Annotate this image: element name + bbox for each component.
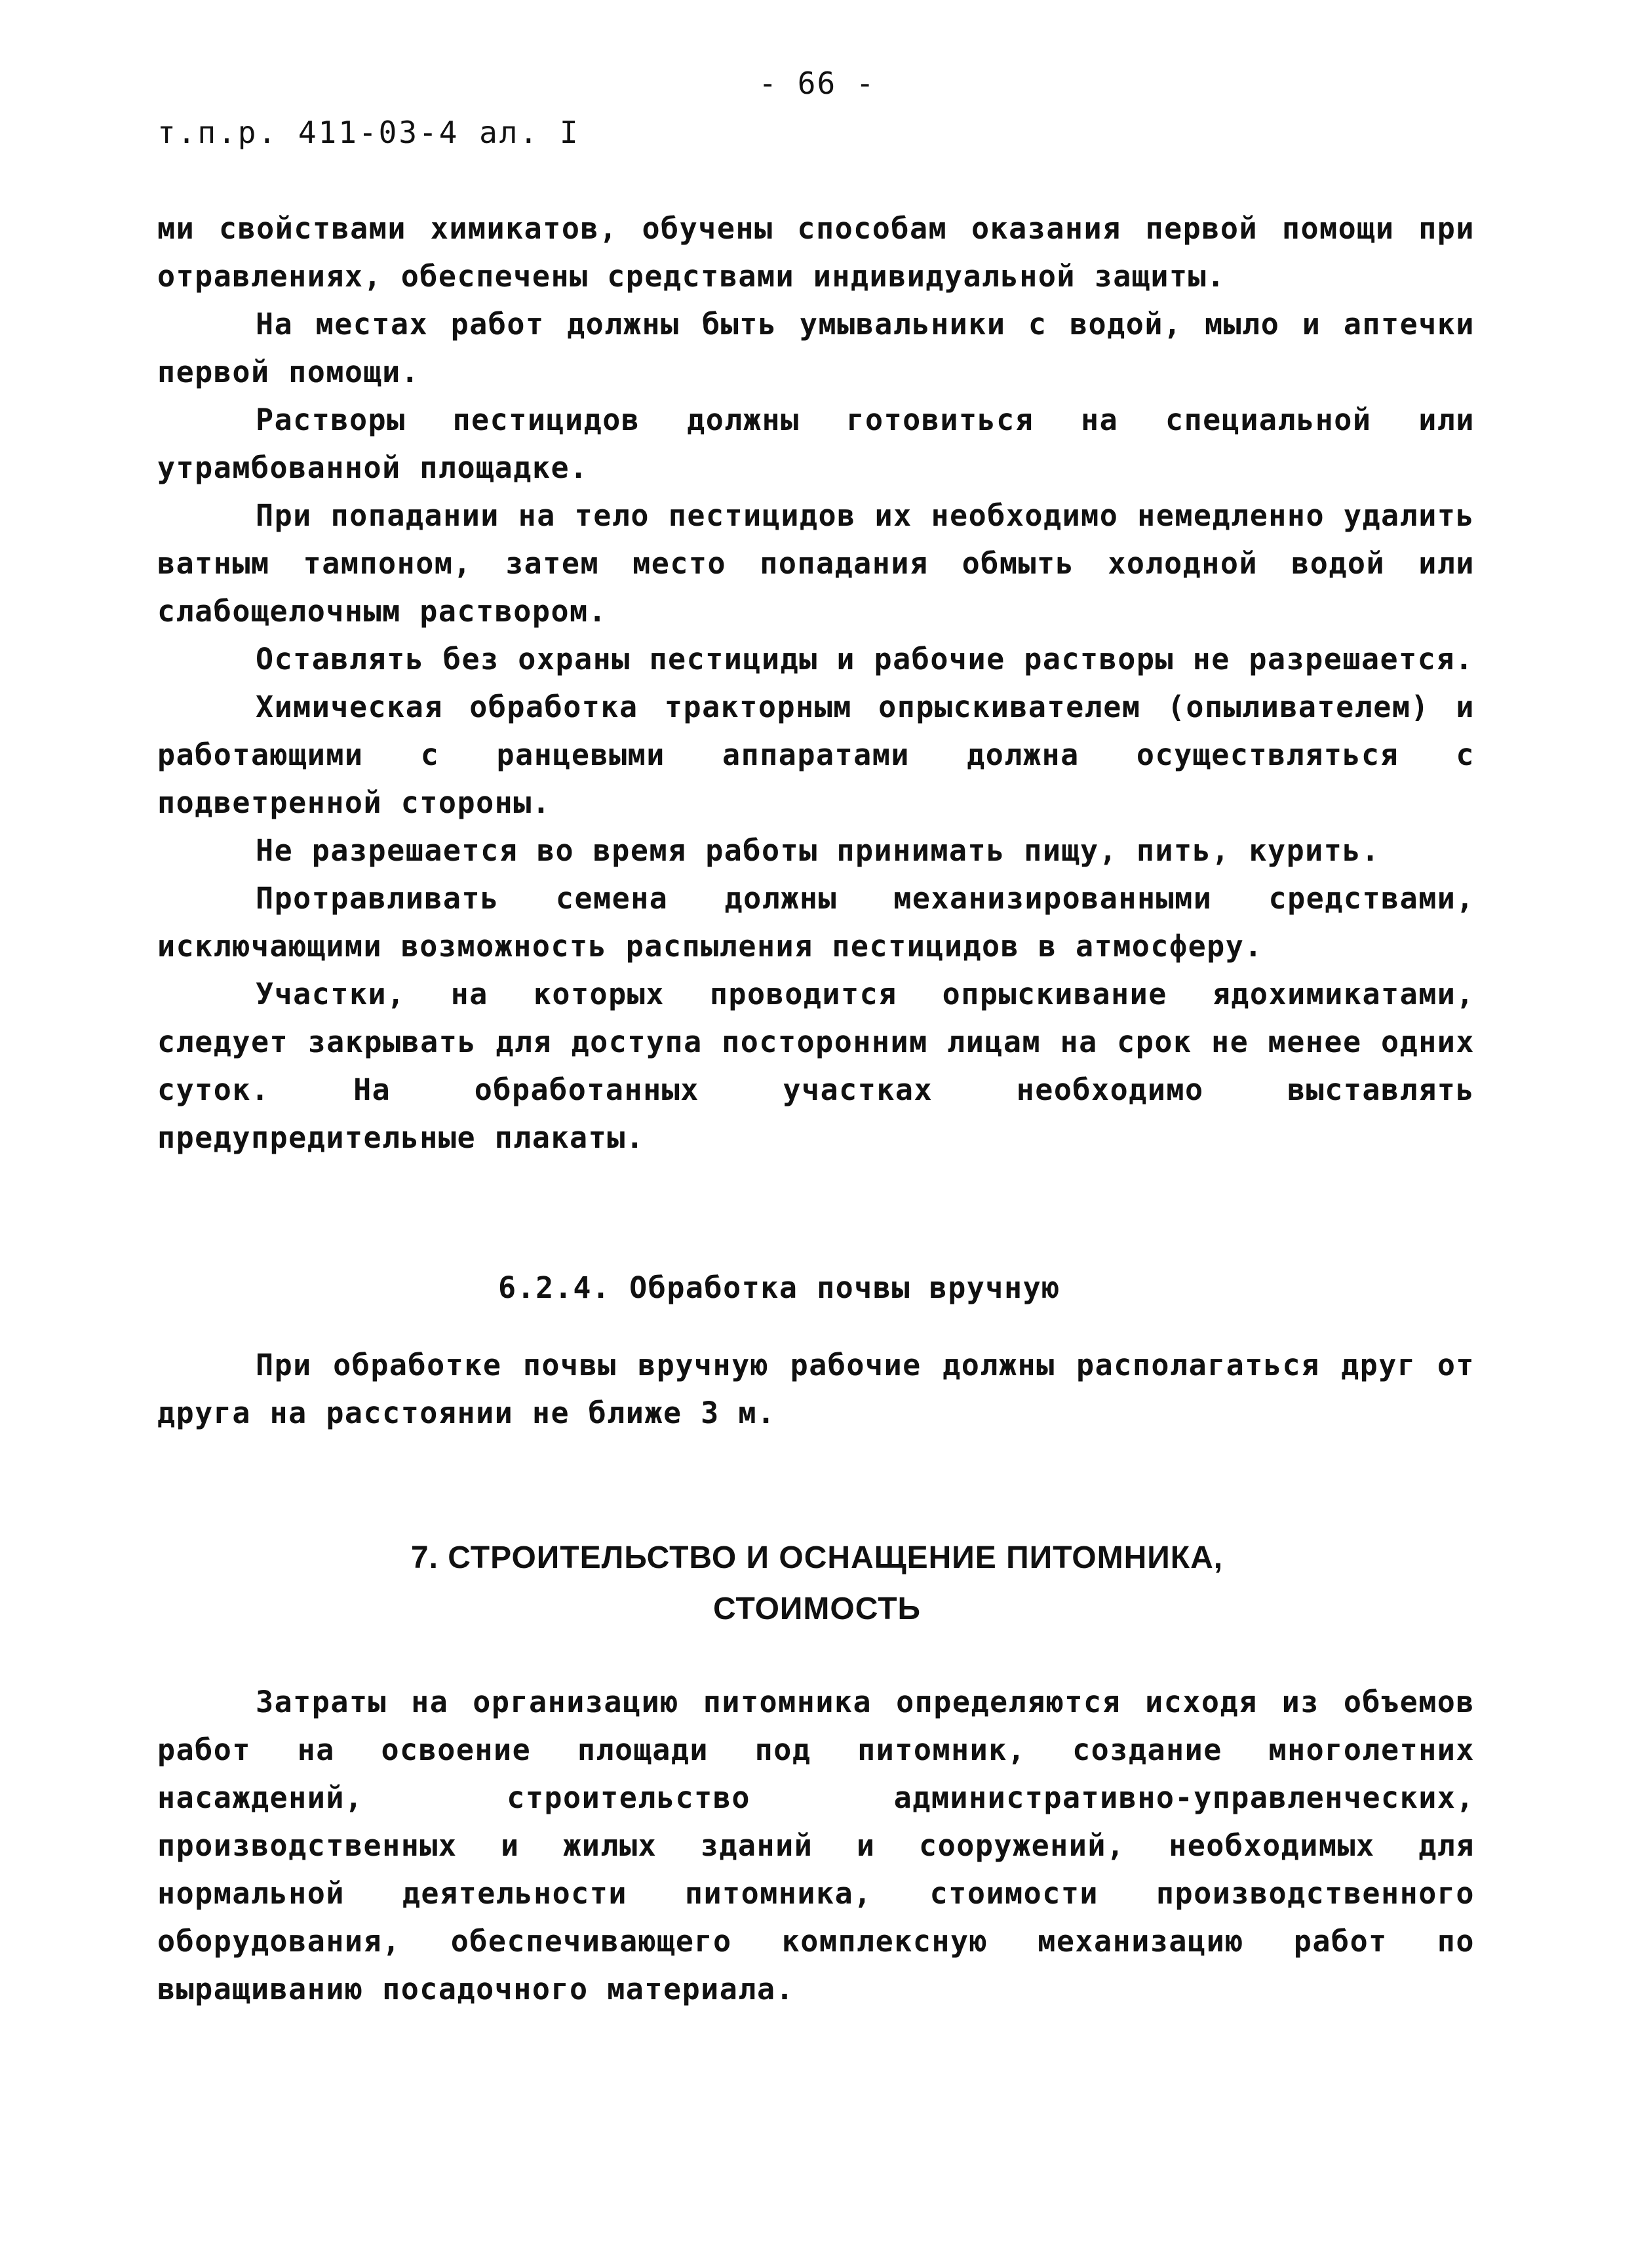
paragraph: Оставлять без охраны пестициды и рабочие растворы не разрешается. [256, 642, 1474, 676]
paragraph: На местах работ должны быть умывальники с водой, мыло и аптечки первой помощи. [157, 307, 1475, 389]
paragraph: При обработке почвы вручную рабочие должны располагаться друг от друга на расстоянии не ближе 3 м. [157, 1348, 1475, 1430]
paragraph: Химическая обработка тракторным опрыскивателем (опыливателем) и работающими с ранцевыми аппаратами должна осуществляться с подветренной стороны. [157, 690, 1475, 820]
paragraph: Затраты на организацию питомника определяются исходя из объемов работ на освоение площади под питомник, создание многолетних насаждений, строительство административно-управленческих, производственных и жилых зданий и сооружений, необходимых для нормальной деятельности питомника, стоимости производственного оборудования, обеспечивающего комплексную механизацию работ по выращиванию посадочного материала. [157, 1685, 1475, 2006]
paragraph: Не разрешается во время работы принимать пищу, пить, курить. [256, 833, 1380, 868]
safety-rules-section [157, 205, 1475, 1162]
section-heading-line: СТОИМОСТЬ [712, 1592, 922, 1626]
document-reference: т.п.р. 411-03-4 ал. I [157, 115, 580, 150]
section-heading [0, 1533, 1634, 1635]
manual-tillage-section [157, 1341, 1475, 1437]
paragraph: Протравливать семена должны механизированными средствами, исключающими возможность распыления пестицидов в атмосферу. [157, 881, 1475, 964]
paragraph: ми свойствами химикатов, обучены способам оказания первой помощи при отравлениях, обеспечены средствами индивидуальной защиты. [157, 211, 1475, 294]
section-heading-line: 7. СТРОИТЕЛЬСТВО И ОСНАЩЕНИЕ ПИТОМНИКА, [410, 1540, 1224, 1575]
paragraph: Растворы пестицидов должны готовиться на специальной или утрамбованной площадке. [157, 402, 1475, 485]
page-number: - 66 - [758, 66, 876, 101]
subsection-heading: 6.2.4. Обработка почвы вручную [498, 1270, 1060, 1305]
paragraph: Участки, на которых проводится опрыскивание ядохимикатами, следует закрывать для доступа посторонним лицам на срок не менее одних суток. На обработанных участках необходимо выставлять предупредительные плакаты. [157, 977, 1475, 1155]
construction-costs-section [157, 1678, 1475, 2013]
paragraph: При попадании на тело пестицидов их необходимо немедленно удалить ватным тампоном, затем место попадания обмыть холодной водой или слабощелочным раствором. [157, 498, 1475, 629]
